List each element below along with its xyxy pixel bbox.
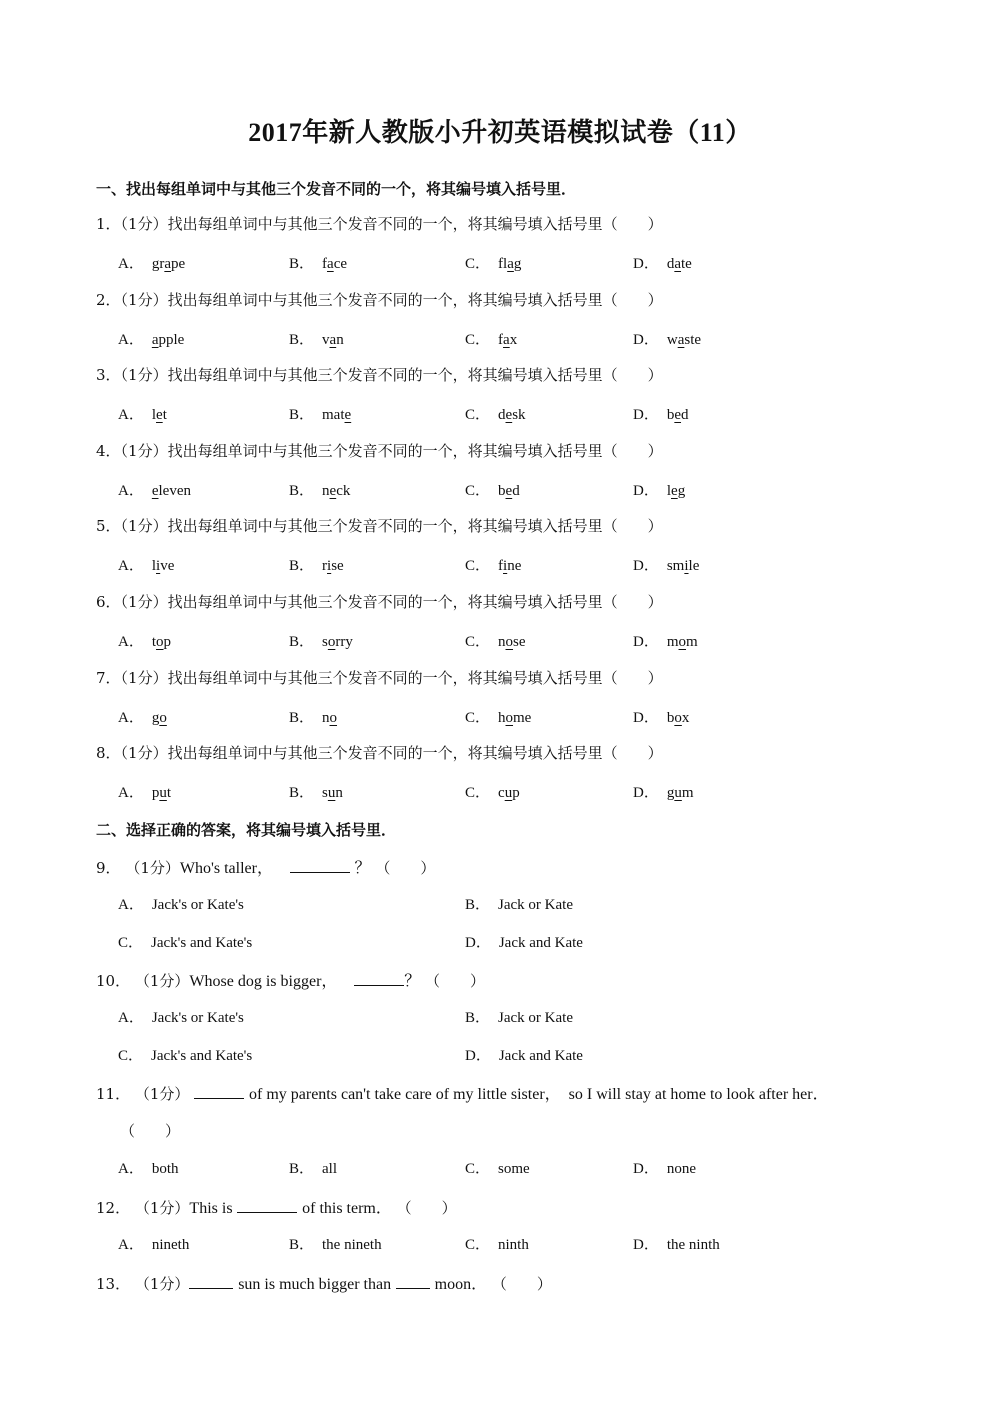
question-number: 8． [96, 744, 121, 762]
underlined-letter: a [674, 256, 682, 272]
option-c[interactable]: C． ninth [465, 1237, 529, 1253]
option-d[interactable]: D． box [633, 710, 690, 726]
underlined-letter: e [671, 483, 678, 499]
option-d[interactable]: D． gum [633, 785, 694, 801]
question-stem: 找出每组单词中与其他三个发音不同的一个，将其编号填入括号里 [167, 215, 603, 233]
question-number: 4． [96, 442, 121, 460]
underlined-letter: e [674, 407, 682, 423]
answer-blank[interactable] [290, 858, 350, 873]
option-b[interactable]: B． neck [289, 483, 351, 499]
option-a[interactable]: A． live [118, 558, 175, 574]
answer-blank[interactable] [189, 1274, 233, 1289]
option-b[interactable]: B． no [289, 710, 338, 726]
question-3 [96, 364, 663, 385]
question-stem: 找出每组单词中与其他三个发音不同的一个，将其编号填入括号里 [167, 669, 603, 687]
question-stem-end: of this term． [302, 1200, 392, 1217]
question-number: 2． [96, 291, 121, 309]
option-c[interactable]: C． home [465, 710, 532, 726]
answer-paren[interactable]: （ ） [602, 744, 663, 762]
option-a[interactable]: A． apple [118, 332, 185, 348]
option-a[interactable]: A． nineth [118, 1237, 190, 1253]
option-c[interactable]: C． nose [465, 634, 526, 650]
question-score: （1分） [134, 972, 190, 990]
underlined-letter: a [151, 332, 159, 348]
underlined-letter: u [327, 785, 336, 801]
option-c[interactable]: C． cup [465, 785, 520, 801]
question-11 [96, 1081, 829, 1104]
option-c[interactable]: C． flag [465, 256, 522, 272]
question-score: （1分） [134, 1199, 190, 1217]
question-score: （1分） [120, 669, 168, 687]
question-stem: 找出每组单词中与其他三个发音不同的一个，将其编号填入括号里 [167, 291, 603, 309]
option-d[interactable]: D． waste [633, 332, 702, 348]
question-score: （1分） [120, 442, 168, 460]
option-a[interactable]: A． go [118, 710, 167, 726]
answer-paren[interactable]: （ ） [602, 366, 663, 384]
answer-paren[interactable]: （ ） [602, 442, 663, 460]
underlined-letter: o [678, 634, 687, 650]
question-stem: Whose dog is bigger， [189, 973, 338, 990]
underlined-letter: u [504, 785, 513, 801]
question-score: （1分） [120, 517, 168, 535]
option-c[interactable]: C． fine [465, 558, 522, 574]
question-7 [96, 667, 663, 688]
question-score: （1分） [120, 744, 168, 762]
answer-paren[interactable]: （ ） [424, 972, 485, 990]
option-a[interactable]: A． put [118, 785, 172, 801]
option-c[interactable]: C． fax [465, 332, 518, 348]
underlined-letter: i [156, 558, 161, 574]
question-stem: 找出每组单词中与其他三个发音不同的一个，将其编号填入括号里 [167, 593, 603, 611]
question-11-paren[interactable] [120, 1120, 180, 1141]
underlined-letter: e [344, 407, 352, 423]
question-10 [96, 968, 485, 991]
option-b[interactable]: B． the nineth [289, 1237, 382, 1253]
underlined-letter: a [507, 256, 514, 272]
question-score: （1分） [120, 215, 168, 233]
question-number: 13． [96, 1275, 131, 1293]
question-13 [96, 1271, 552, 1294]
question-stem-end: ？ [354, 860, 371, 877]
answer-blank[interactable] [354, 971, 404, 986]
option-b[interactable]: B． mate [289, 407, 352, 423]
question-score: （1分） [120, 291, 168, 309]
option-c[interactable]: C． bed [465, 483, 520, 499]
question-number: 10． [96, 972, 131, 990]
option-d[interactable]: D． date [633, 256, 692, 272]
option-b[interactable]: B． sorry [289, 634, 353, 650]
option-d[interactable]: D． mom [633, 634, 698, 650]
option-a[interactable]: A． Jack's or Kate's [118, 897, 244, 913]
option-b[interactable]: B． rise [289, 558, 344, 574]
underlined-letter: e [505, 407, 513, 423]
underlined-letter: e [156, 407, 163, 423]
answer-paren[interactable]: （ ） [602, 593, 663, 611]
answer-paren[interactable]: （ ） [602, 517, 663, 535]
option-d[interactable]: D． Jack and Kate [465, 935, 583, 951]
underlined-letter: a [329, 332, 337, 348]
question-4 [96, 440, 663, 461]
option-d[interactable]: D． bed [633, 407, 689, 423]
question-score: （1分） [120, 366, 168, 384]
option-d[interactable]: D． the ninth [633, 1237, 720, 1253]
question-9 [96, 855, 435, 878]
question-number: 9． [96, 859, 121, 877]
option-d[interactable]: D． leg [633, 483, 686, 499]
question-score: （1分） [125, 859, 180, 877]
option-a[interactable]: A． top [118, 634, 172, 650]
answer-blank-2[interactable] [396, 1274, 430, 1289]
answer-paren[interactable]: （ ） [602, 291, 663, 309]
question-stem: 找出每组单词中与其他三个发音不同的一个，将其编号填入括号里 [167, 744, 603, 762]
question-number: 5． [96, 517, 121, 535]
underlined-letter: o [329, 710, 338, 726]
underlined-letter: o [505, 634, 514, 650]
underlined-letter: o [674, 710, 682, 726]
question-number: 12． [96, 1199, 131, 1217]
answer-paren[interactable]: （ ） [375, 859, 436, 877]
question-stem: 找出每组单词中与其他三个发音不同的一个，将其编号填入括号里 [167, 517, 603, 535]
question-stem-end: moon． [434, 1276, 488, 1293]
question-stem: sun is much bigger than [238, 1276, 392, 1293]
option-c[interactable]: C． Jack's and Kate's [118, 1048, 253, 1064]
question-score: （1分） [120, 593, 168, 611]
underlined-letter: o [156, 634, 164, 650]
question-score: （1分） [134, 1275, 190, 1293]
option-b[interactable]: B． all [289, 1161, 338, 1177]
option-b[interactable]: B． Jack or Kate [465, 897, 573, 913]
underlined-letter: o [159, 710, 167, 726]
underlined-letter: u [674, 785, 682, 801]
option-c[interactable]: C． some [465, 1161, 530, 1177]
answer-paren[interactable]: （ ） [396, 1199, 457, 1217]
underlined-letter: o [327, 634, 336, 650]
question-stem: Who's taller， [179, 860, 273, 877]
section-1-heading: 一、找出每组单词中与其他三个发音不同的一个，将其编号填入括号里． [96, 180, 577, 198]
page-title: 2017年新人教版小升初英语模拟试卷（11） [248, 118, 752, 147]
question-1 [96, 213, 663, 234]
option-a[interactable]: A． let [118, 407, 167, 423]
question-stem: This is [189, 1200, 233, 1217]
question-2 [96, 289, 663, 310]
question-number: 6． [96, 593, 121, 611]
question-number: 7． [96, 669, 121, 687]
answer-paren[interactable]: （ ） [491, 1275, 552, 1293]
option-a[interactable]: A． Jack's or Kate's [118, 1010, 244, 1026]
option-c[interactable]: C． desk [465, 407, 526, 423]
option-b[interactable]: B． Jack or Kate [465, 1010, 573, 1026]
underlined-letter: e [505, 483, 513, 499]
answer-blank[interactable] [194, 1084, 244, 1099]
question-6 [96, 591, 663, 612]
question-8 [96, 742, 663, 763]
underlined-letter: a [164, 256, 172, 272]
option-d[interactable]: D． none [633, 1161, 697, 1177]
option-c[interactable]: C． Jack's and Kate's [118, 935, 253, 951]
answer-blank[interactable] [237, 1198, 297, 1213]
underlined-letter: e [329, 483, 337, 499]
underlined-letter: u [159, 785, 167, 801]
question-number: 1． [96, 215, 121, 233]
option-a[interactable]: A． grape [118, 256, 186, 272]
question-12 [96, 1195, 457, 1218]
question-number: 11． [96, 1085, 131, 1103]
question-stem-end: ？ [404, 973, 421, 990]
question-stem: of my parents can't take care of my little sister， so I will stay at home to look after her． [248, 1086, 829, 1103]
underlined-letter: a [503, 332, 510, 348]
section-2-heading: 二、选择正确的答案，将其编号填入括号里． [96, 821, 397, 839]
option-b[interactable]: B． van [289, 332, 344, 348]
option-a[interactable]: A． eleven [118, 483, 191, 499]
answer-paren[interactable]: （ ） [602, 669, 663, 687]
answer-paren[interactable]: （ ） [602, 215, 663, 233]
option-d[interactable]: D． Jack and Kate [465, 1048, 583, 1064]
question-stem: 找出每组单词中与其他三个发音不同的一个，将其编号填入括号里 [167, 442, 603, 460]
option-b[interactable]: B． face [289, 256, 348, 272]
question-score: （1分） [134, 1085, 190, 1103]
option-b[interactable]: B． sun [289, 785, 343, 801]
answer-paren[interactable]: （ ） [120, 1122, 181, 1140]
underlined-letter: e [151, 483, 159, 499]
question-5 [96, 515, 663, 536]
underlined-letter: o [505, 710, 514, 726]
underlined-letter: a [327, 256, 334, 272]
option-d[interactable]: D． smile [633, 558, 700, 574]
question-number: 3． [96, 366, 121, 384]
question-stem: 找出每组单词中与其他三个发音不同的一个，将其编号填入括号里 [167, 366, 603, 384]
option-a[interactable]: A． both [118, 1161, 179, 1177]
underlined-letter: i [503, 558, 508, 574]
underlined-letter: i [327, 558, 332, 574]
underlined-letter: a [677, 332, 685, 348]
underlined-letter: i [684, 558, 689, 574]
